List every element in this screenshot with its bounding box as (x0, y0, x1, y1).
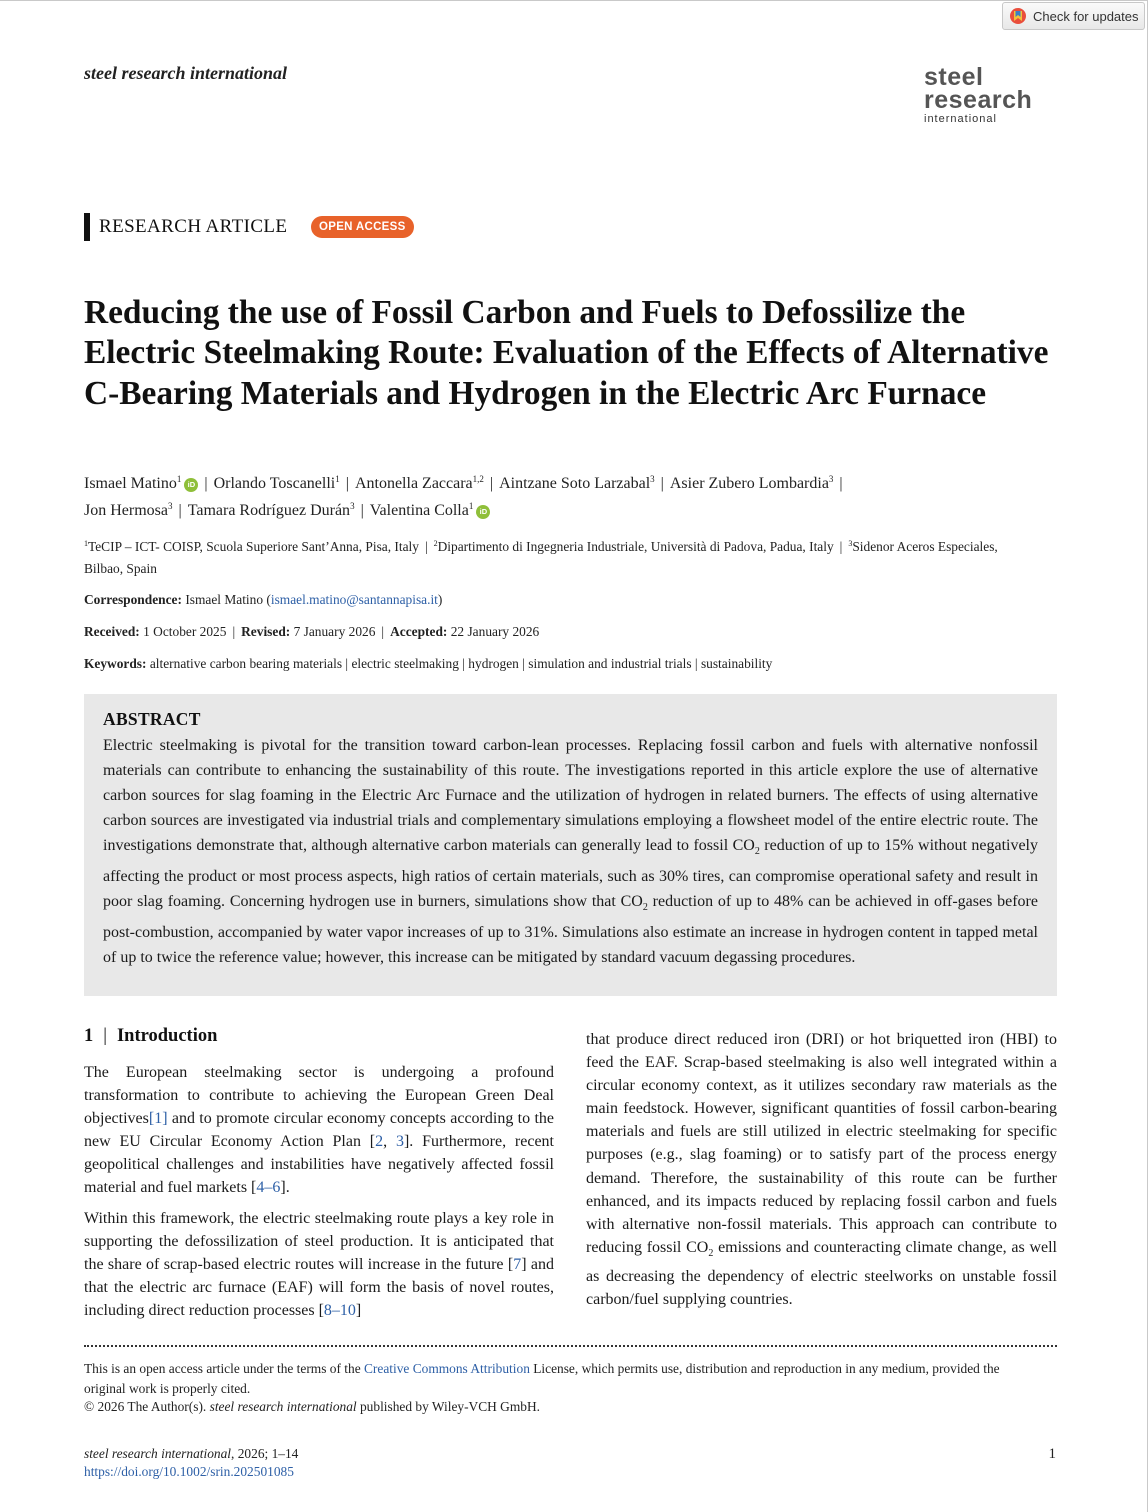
license-link[interactable]: Creative Commons Attribution (364, 1361, 530, 1376)
author[interactable]: Orlando Toscanelli$^1$ (213, 474, 340, 492)
citation-link[interactable]: [1] (148, 1110, 168, 1128)
author[interactable]: Ismael Matino$^1$ (84, 474, 182, 492)
body-column-right (586, 1028, 1057, 1318)
journal-header: steel research international (84, 63, 288, 83)
crossmark-icon (1009, 7, 1027, 25)
orcid-icon[interactable]: iD (184, 478, 198, 492)
paragraph: Within this framework, the electric steelmaking route plays a key role in supporting the defossilization of steel production. It is anticipated that the share of scrap-based electric routes will increase in the future [7] and that the electric arc furnace (EAF) will form the basis of novel routes, including direct reduction processes [8–10] (84, 1209, 555, 1319)
logo-line3: international (924, 113, 997, 125)
author[interactable]: Antonella Zaccara$^{1,2}$ (354, 474, 484, 492)
abstract-text: Electric steelmaking is pivotal for the transition toward carbon-lean processes. Replacing fossil carbon and fuels with alternative nonfossil materials can contribute to enhancing the sustainability of this route. The investigations reported in this article explore the use of alternative carbon sources for slag foaming in the Electric Arc Furnace and the utilization of hydrogen in related burners. The effects of using alternative carbon sources are investigated via industrial trials and complementary simulations employing a flowsheet model of the entire electric route. The investigations demonstrate that, although alternative carbon materials can generally lead to fossil $CO_2$ reduction of up to 15% without negatively affecting the product or most process aspects, high ratios of certain materials, such as 30% tires, can compromise operational safety and result in poor slag foaming. Concerning hydrogen use in burners, simulations show that $CO_2$ reduction of up to 48% can be achieved in off-gases before post-combustion, accompanied by water vapor increases of up to 31%. Simulations also estimate an increase in hydrogen content in tapped metal of up to twice the reference value; however, this increase can be mitigated by standard vacuum degassing procedures. (103, 737, 1039, 967)
citation-link[interactable]: 7 (513, 1255, 522, 1273)
author[interactable]: Jon Hermosa$^3$ (84, 501, 173, 519)
license-note: This is an open access article under the terms of the Creative Commons Attribution License, which permits use, distribution and reproduction in any medium, provided the original work is properly cited. (84, 1361, 1000, 1396)
article-dates: Received: 1 October 2025 | Revised: 7 January 2026 | Accepted: 22 January 2026 (84, 624, 540, 639)
keywords: Keywords: alternative carbon bearing materials | electric steelmaking | hydrogen | simulation and industrial trials | sustainability (84, 656, 773, 671)
author[interactable]: Valentina Colla$^1$ (369, 501, 474, 519)
copyright: © 2026 The Author(s). steel research international published by Wiley-VCH GmbH. (84, 1399, 540, 1414)
article-type-bar (84, 213, 90, 241)
orcid-icon[interactable]: iD (476, 505, 490, 519)
author[interactable]: Tamara Rodríguez Durán$^3$ (187, 501, 355, 519)
citation-link[interactable]: 3 (395, 1133, 404, 1151)
page-number: 1 (1048, 1446, 1056, 1462)
article-title: Reducing the use of Fossil Carbon and Fuels to Defossilize the Electric Steelmaking Route: Evaluation of the Effects of Alternative C-Bearing Materials and Hydrogen in the Electric Arc Furnace (84, 294, 1049, 412)
author[interactable]: Asier Zubero Lombardia$^3$ (669, 474, 834, 492)
affiliations: $^1$TeCIP – ICT- COISP, Scuola Superiore Sant’Anna, Pisa, Italy | $^2$Dipartimento di Ingegneria Industriale, Università di Padova, Padua, Italy | $^3$Sidenor Aceros Especiales, Bilbao, Spain (84, 539, 998, 576)
article-type: RESEARCH ARTICLE (99, 216, 288, 237)
check-for-updates-button[interactable] (1002, 2, 1145, 30)
logo-line2: research (924, 86, 1033, 114)
paragraph: that produce direct reduced iron (DRI) or hot briquetted iron (HBI) to feed the EAF. Scrap-based steelmaking is also well integrated within a circular economy context, as it utilizes secondary raw materials as the main feedstock. However, significant quantities of fossil carbon-bearing materials and fuels are still utilized in electric steelmaking for specific purposes (e.g., slag foaming) or to satisfy part of the process energy demand. Therefore, the sustainability of this route can be further enhanced, and its impacts reduced by replacing fossil carbon and fuels with alternative non-fossil materials. This approach can contribute to reducing fossil $CO_2$ emissions and counteracting climate change, as well as decreasing the dependency of electric steelworks on unstable fossil carbon/fuel supplying countries. (586, 1031, 1058, 1309)
journal-logo (924, 63, 1059, 125)
check-for-updates-label: Check for updates (1033, 8, 1139, 24)
open-access-badge: OPEN ACCESS (311, 216, 414, 238)
email-link[interactable]: ismael.matino@santannapisa.it (270, 592, 438, 607)
footer-citation: steel research international, 2026; 1–14 (84, 1446, 299, 1461)
author[interactable]: Aintzane Soto Larzabal$^3$ (499, 474, 655, 492)
body-column-left (84, 1061, 554, 1329)
correspondence: Correspondence: Ismael Matino (ismael.matino@santannapisa.it) (84, 592, 443, 607)
abstract-heading: ABSTRACT (103, 709, 201, 729)
author-list: Ismael Matino$^1$iD | Orlando Toscanelli$^1$ | Antonella Zaccara$^{1,2}$ | Aintzane Soto Larzabal$^3$ | Asier Zubero Lombardia$^3$ | Jon Hermosa$^3$ | Tamara Rodríguez Durán$^3$ | Valentina Colla$^1$iD (84, 474, 843, 519)
page-border-top (0, 0, 1148, 1)
logo-line1: steel (924, 63, 984, 91)
doi-link[interactable]: https://doi.org/10.1002/srin.202501085 (84, 1464, 294, 1479)
citation-link[interactable]: 2 (375, 1133, 384, 1151)
citation-link[interactable]: 8–10 (323, 1301, 356, 1319)
citation-link[interactable]: 4–6 (256, 1179, 281, 1197)
paragraph: The European steelmaking sector is undergoing a profound transformation to contribute to achieving the European Green Deal objectives[1] and to promote circular economy concepts according to the new EU Circular Economy Action Plan [2, 3]. Furthermore, recent geopolitical challenges and instabilities have negatively affected fossil material and fuel markets [4–6]. (84, 1064, 554, 1197)
section-heading: 1 | Introduction (84, 1026, 218, 1046)
footer-divider (84, 1345, 1057, 1347)
